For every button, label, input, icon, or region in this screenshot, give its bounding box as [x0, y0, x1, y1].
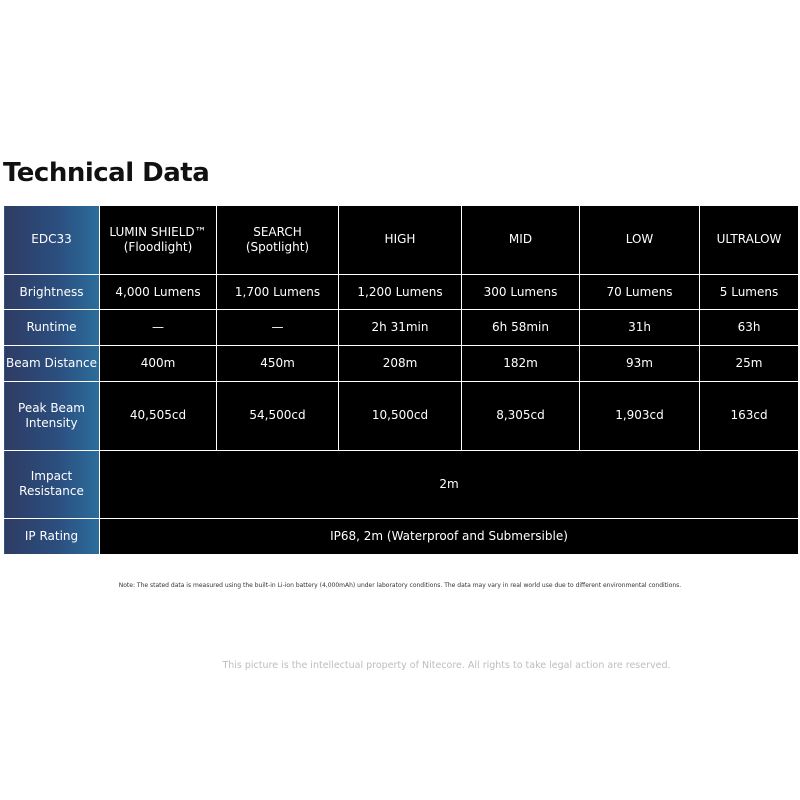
mode-header-low: LOW — [580, 206, 700, 275]
row-label-impact-resistance: Impact Resistance — [4, 450, 100, 519]
table-row-beam-distance — [4, 346, 799, 382]
table-cell: 10,500cd — [339, 381, 462, 450]
table-cell: 1,700 Lumens — [217, 274, 339, 310]
footnote: Note: The stated data is measured using the built-in Li-ion battery (4,000mAh) under laboratory conditions. The data may vary in real world use due to different environmental conditions. — [118, 582, 682, 589]
table-cell: 8,305cd — [462, 381, 580, 450]
row-label-beam-distance: Beam Distance — [4, 346, 100, 382]
mode-header-high: HIGH — [339, 206, 462, 275]
row-label-runtime: Runtime — [4, 310, 100, 346]
table-cell: 54,500cd — [217, 381, 339, 450]
table-cell: 1,200 Lumens — [339, 274, 462, 310]
table-cell: 6h 58min — [462, 310, 580, 346]
table-cell: 163cd — [700, 381, 799, 450]
table-row-ip-rating — [4, 519, 799, 555]
table-cell: — — [100, 310, 217, 346]
table-cell: 1,903cd — [580, 381, 700, 450]
row-label-brightness: Brightness — [4, 274, 100, 310]
row-label-ip-rating: IP Rating — [4, 519, 100, 555]
page-title: Technical Data — [3, 158, 210, 188]
table-cell: 400m — [100, 346, 217, 382]
table-cell: 450m — [217, 346, 339, 382]
table-cell: 300 Lumens — [462, 274, 580, 310]
mode-header-ultralow: ULTRALOW — [700, 206, 799, 275]
table-header-row — [4, 206, 799, 275]
mode-header-search: SEARCH (Spotlight) — [217, 206, 339, 275]
mode-header-lumin-shield: LUMIN SHIELD™ (Floodlight) — [100, 206, 217, 275]
table-cell: 31h — [580, 310, 700, 346]
impact-resistance-value: 2m — [100, 450, 799, 519]
table-row-runtime — [4, 310, 799, 346]
copyright-notice: This picture is the intellectual property of Nitecore. All rights to take legal action are reserved. — [222, 660, 671, 671]
table-row-brightness — [4, 274, 799, 310]
table-cell: — — [217, 310, 339, 346]
table-cell: 25m — [700, 346, 799, 382]
ip-rating-value: IP68, 2m (Waterproof and Submersible) — [100, 519, 799, 555]
table-cell: 63h — [700, 310, 799, 346]
table-row-impact-resistance — [4, 450, 799, 519]
model-cell: EDC33 — [4, 206, 100, 275]
table-cell: 70 Lumens — [580, 274, 700, 310]
table-row-peak-beam-intensity — [4, 381, 799, 450]
table-cell: 208m — [339, 346, 462, 382]
table-cell: 93m — [580, 346, 700, 382]
table-cell: 40,505cd — [100, 381, 217, 450]
table-cell: 4,000 Lumens — [100, 274, 217, 310]
mode-header-mid: MID — [462, 206, 580, 275]
row-label-peak-beam-intensity: Peak Beam Intensity — [4, 381, 100, 450]
technical-data-table — [3, 205, 799, 555]
table-cell: 182m — [462, 346, 580, 382]
table-cell: 2h 31min — [339, 310, 462, 346]
table-cell: 5 Lumens — [700, 274, 799, 310]
